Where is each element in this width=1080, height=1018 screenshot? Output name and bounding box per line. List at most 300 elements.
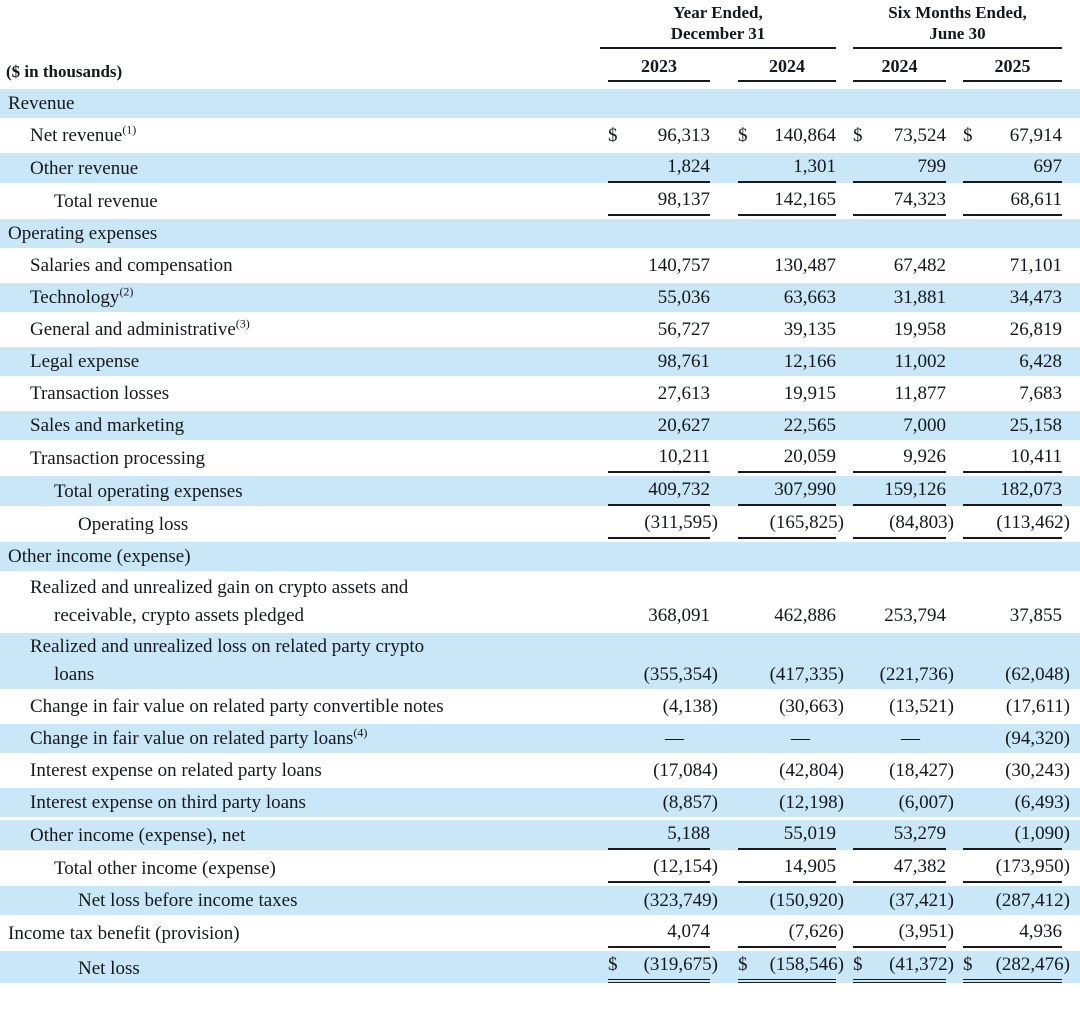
row-label: [30, 155, 600, 183]
value-box: [738, 412, 836, 440]
value: 12,166: [783, 351, 836, 372]
value-box: [608, 725, 710, 753]
group-label-line2: December 31: [670, 24, 766, 43]
value-cell: [946, 411, 1080, 443]
row-label: [30, 380, 600, 408]
value-cell: [836, 153, 946, 186]
value: 253,794: [884, 605, 946, 626]
value-cell: [946, 756, 1080, 788]
value-box: [738, 153, 836, 183]
value-cell: [600, 89, 710, 121]
value: 5,188: [667, 823, 710, 844]
value-box: [738, 951, 844, 983]
value: 409,732: [648, 479, 710, 500]
value-cell: [710, 886, 844, 918]
table-row: [0, 509, 1080, 542]
value-cell: [710, 443, 836, 476]
value: 26,819: [1009, 319, 1063, 340]
currency-symbol: $: [963, 954, 973, 975]
value: 142,165: [774, 189, 836, 210]
value-cell: [946, 853, 1080, 886]
value-cell: [710, 219, 836, 251]
value-box: [853, 509, 954, 539]
value-box: [963, 693, 1071, 721]
value-cell: [600, 186, 710, 219]
year-column-header-2024: [710, 49, 836, 89]
year-column-header-2023: [600, 49, 710, 89]
row-label-cell: [0, 89, 600, 121]
value-box: [853, 602, 946, 630]
table-row: [0, 186, 1080, 219]
table-row: [0, 251, 1080, 283]
value-box: [608, 122, 710, 150]
value: (17,611): [1005, 696, 1071, 717]
value-cell: [836, 186, 946, 219]
value-box: [963, 153, 1062, 183]
value-cell: [836, 788, 954, 820]
value-cell: [600, 476, 710, 509]
row-label-cell: [0, 283, 600, 315]
currency-symbol: $: [963, 125, 973, 146]
value-cell: [710, 121, 836, 153]
row-label-text: Legal expense: [30, 351, 140, 372]
value-box: [853, 252, 946, 280]
value: 25,158: [1009, 415, 1063, 436]
value-box: [963, 757, 1071, 785]
row-label-text: Total revenue: [54, 191, 158, 212]
value: (17,084): [653, 760, 718, 781]
value-cell: [946, 251, 1080, 283]
value: 4,936: [1019, 921, 1063, 942]
group-label-line1: Year Ended,: [673, 3, 763, 22]
row-label: [30, 284, 600, 312]
value: (37,421): [889, 890, 954, 911]
value-box: [608, 951, 718, 983]
row-label-cell: [0, 443, 600, 476]
table-row: [0, 443, 1080, 476]
value-cell: [600, 379, 710, 411]
value: 14,905: [783, 856, 836, 877]
value-box: [738, 380, 836, 408]
row-label-text: Other revenue: [30, 158, 139, 179]
value-cell: [946, 476, 1080, 509]
column-group-year-ended: [600, 2, 836, 49]
section-header-row: [0, 219, 1080, 251]
value-cell: [946, 283, 1080, 315]
row-label-cell: [0, 633, 600, 692]
value-box: [608, 186, 710, 216]
value-box: [853, 348, 946, 376]
value: 98,761: [657, 351, 710, 372]
value: 74,323: [893, 189, 946, 210]
value-cell: [946, 542, 1080, 574]
row-label: [54, 855, 600, 883]
row-label-continued: receivable, crypto assets pledged: [54, 605, 305, 626]
currency-symbol: $: [608, 954, 618, 975]
value: (84,803): [889, 512, 954, 533]
row-label-text: Sales and marketing: [30, 415, 185, 436]
value-box: [738, 853, 836, 883]
value: (287,412): [995, 890, 1071, 911]
value-box: [963, 348, 1062, 376]
value: 4,074: [667, 921, 710, 942]
row-label: [30, 757, 600, 785]
value-cell: [710, 574, 836, 633]
value-box: [853, 918, 954, 948]
value-cell: [836, 476, 946, 509]
value-cell: [836, 219, 946, 251]
value-cell: [710, 951, 844, 986]
year-header-row: [0, 49, 1080, 89]
income-statement-table: [0, 2, 1080, 986]
row-label: [30, 348, 600, 376]
value-cell: [600, 788, 718, 820]
footnote-marker: (1): [122, 122, 137, 137]
table-row: [0, 788, 1080, 820]
value-box: [853, 853, 946, 883]
table-row: [0, 153, 1080, 186]
value-cell: [836, 347, 946, 379]
row-label: [30, 789, 600, 817]
value: (319,675): [643, 954, 718, 975]
value: 96,313: [657, 125, 710, 146]
row-label: [78, 887, 600, 915]
value-cell: [946, 315, 1080, 347]
value-cell: [710, 347, 836, 379]
value: 697: [1033, 156, 1063, 177]
value-cell: [836, 756, 954, 788]
value-box: [608, 380, 710, 408]
value-cell: [600, 251, 710, 283]
value-cell: [836, 411, 946, 443]
row-label: [30, 725, 600, 753]
value: (282,476): [995, 954, 1071, 975]
column-group-label: [853, 2, 1062, 49]
value-cell: [600, 574, 710, 633]
value: (7,626): [788, 921, 844, 942]
value-box: [853, 284, 946, 312]
value: (417,335): [769, 664, 844, 685]
value-cell: [600, 918, 710, 951]
value-box: [963, 412, 1062, 440]
value: 31,881: [893, 287, 946, 308]
value: (173,950): [995, 856, 1071, 877]
header-spacer: [0, 2, 600, 49]
value-box: [853, 820, 946, 850]
section-header-row: [0, 542, 1080, 574]
value-cell: [836, 820, 946, 853]
value-box: [963, 380, 1062, 408]
value: 11,002: [894, 351, 946, 372]
value-cell: [836, 886, 954, 918]
row-label-cell: [0, 509, 600, 542]
value-box: [738, 757, 844, 785]
value: (62,048): [1005, 664, 1071, 685]
row-label-text: Net loss: [78, 958, 140, 979]
value-box: [853, 153, 946, 183]
value-cell: [836, 633, 954, 692]
row-label-cell: [0, 542, 600, 574]
value-cell: [710, 283, 836, 315]
value-box: [853, 122, 946, 150]
value-box: [608, 316, 710, 344]
value-cell: [946, 443, 1080, 476]
row-label-continued: loans: [54, 664, 95, 685]
value-box: [608, 348, 710, 376]
value-cell: [946, 153, 1080, 186]
value: 140,757: [648, 255, 710, 276]
value-box: [963, 186, 1062, 216]
value-box: [608, 412, 710, 440]
value: 34,473: [1009, 287, 1063, 308]
value: (12,154): [653, 856, 718, 877]
value: 130,487: [774, 255, 836, 276]
value: (13,521): [889, 696, 954, 717]
value-cell: [946, 633, 1080, 692]
value-box: [738, 918, 844, 948]
row-label-cell: [0, 476, 600, 509]
value: 182,073: [1000, 479, 1063, 500]
year-column-header-2025-interim: [946, 49, 1080, 89]
value-cell: [600, 542, 710, 574]
row-label: [30, 412, 600, 440]
value-cell: [946, 89, 1080, 121]
row-label: [8, 920, 600, 948]
row-label-text: Transaction processing: [30, 448, 206, 469]
row-label-cell: [0, 756, 600, 788]
value-box: [853, 476, 946, 506]
value-cell: [946, 692, 1080, 724]
table-row: [0, 886, 1080, 918]
value: (3,951): [898, 921, 954, 942]
value-box: [963, 789, 1071, 817]
value-box: [608, 153, 710, 183]
value-box: [963, 316, 1062, 344]
value-cell: [946, 121, 1080, 153]
table-row: [0, 853, 1080, 886]
table-row: [0, 379, 1080, 411]
row-label-text: General and administrative: [30, 319, 236, 340]
value: 368,091: [648, 605, 710, 626]
column-group-label: [600, 2, 836, 49]
row-label-cell: [0, 820, 600, 853]
value-box: [853, 661, 954, 689]
row-label-cell: [0, 411, 600, 443]
row-label-cell: [0, 951, 600, 986]
value-cell: [600, 121, 710, 153]
value-box: [963, 853, 1071, 883]
value-box: [963, 661, 1071, 689]
value-cell: [600, 633, 718, 692]
section-header-row: [0, 89, 1080, 121]
row-label-cell: [0, 121, 600, 153]
value: 53,279: [893, 823, 946, 844]
value-cell: [710, 509, 844, 542]
value: —: [901, 728, 920, 749]
value: 7,683: [1019, 383, 1063, 404]
value-cell: [600, 724, 710, 756]
value: (42,804): [779, 760, 844, 781]
table-row: [0, 724, 1080, 756]
value-cell: [836, 379, 946, 411]
row-label-text: Net loss before income taxes: [78, 890, 298, 911]
footnote-marker: (4): [353, 725, 368, 740]
value-box: [963, 509, 1071, 539]
value-box: [738, 789, 844, 817]
value-box: [738, 186, 836, 216]
value-cell: [710, 315, 836, 347]
value-cell: [946, 918, 1080, 951]
value-box: [963, 476, 1062, 506]
row-label-text: Salaries and compensation: [30, 255, 233, 276]
value-box: [608, 661, 718, 689]
footnote-marker: (3): [235, 316, 250, 331]
value-cell: [836, 251, 946, 283]
value-box: [608, 693, 718, 721]
value: 307,990: [774, 479, 836, 500]
value: 22,565: [783, 415, 836, 436]
value: 55,036: [657, 287, 710, 308]
value-cell: [946, 951, 1080, 986]
value-box: [853, 380, 946, 408]
value: 20,059: [783, 446, 836, 467]
value-cell: [710, 251, 836, 283]
value-box: [608, 476, 710, 506]
value-box: [738, 693, 844, 721]
row-label: [8, 543, 600, 571]
value-box: [853, 412, 946, 440]
footnote-marker: (2): [119, 284, 134, 299]
value: (323,749): [643, 890, 718, 911]
value-box: [608, 509, 718, 539]
table-row: [0, 315, 1080, 347]
row-label: [30, 633, 600, 661]
value: 6,428: [1019, 351, 1063, 372]
value: 73,524: [893, 125, 946, 146]
value-cell: [710, 756, 844, 788]
group-label-line1: Six Months Ended,: [888, 3, 1027, 22]
year-label: 2024: [853, 49, 946, 82]
row-label-text: Interest expense on third party loans: [30, 792, 306, 813]
value-cell: [836, 509, 954, 542]
value: (6,493): [1014, 792, 1071, 813]
value-cell: [836, 443, 946, 476]
row-label: [30, 122, 600, 150]
value: 98,137: [657, 189, 710, 210]
value-box: [853, 951, 954, 983]
row-label-cell: [0, 219, 600, 251]
value-cell: [946, 379, 1080, 411]
year-label: 2024: [738, 49, 836, 82]
table-row: [0, 574, 1080, 633]
value-cell: [836, 315, 946, 347]
value: 55,019: [783, 823, 836, 844]
value-box: [608, 918, 710, 948]
value-box: [853, 887, 954, 915]
row-label-text: Operating loss: [78, 514, 189, 535]
value: (113,462): [996, 512, 1071, 533]
row-label: [54, 188, 600, 216]
value-cell: [836, 853, 946, 886]
row-label-text: Operating expenses: [8, 223, 158, 244]
value-cell: [946, 219, 1080, 251]
value-cell: [710, 820, 836, 853]
value-cell: [710, 411, 836, 443]
value: 19,915: [783, 383, 836, 404]
row-label: [30, 574, 600, 602]
value-cell: [600, 853, 718, 886]
table-row: [0, 283, 1080, 315]
value: (4,138): [662, 696, 718, 717]
value: (41,372): [889, 954, 954, 975]
value-cell: [710, 476, 836, 509]
table-row: [0, 951, 1080, 986]
row-label-text: Income tax benefit (provision): [8, 923, 240, 944]
row-label-text: Change in fair value on related party loans: [30, 728, 354, 749]
value-cell: [600, 347, 710, 379]
row-label: [54, 478, 600, 506]
value-cell: [710, 153, 836, 186]
value-box: [738, 348, 836, 376]
table-row: [0, 121, 1080, 153]
row-label-text: Total other income (expense): [54, 858, 276, 879]
value-box: [608, 887, 718, 915]
row-label-cell: [0, 692, 600, 724]
value-box: [963, 918, 1062, 948]
row-label-cell: [0, 724, 600, 756]
row-label: [30, 693, 600, 721]
value-cell: [600, 411, 710, 443]
value-box: [608, 443, 710, 473]
year-label: 2025: [963, 49, 1062, 82]
value-cell: [946, 886, 1080, 918]
value: —: [791, 728, 810, 749]
value-cell: [600, 951, 718, 986]
value-box: [963, 602, 1062, 630]
value-cell: [946, 186, 1080, 219]
value-box: [963, 443, 1062, 473]
value-cell: [946, 788, 1080, 820]
value: 799: [917, 156, 946, 177]
value-cell: [946, 724, 1080, 756]
value-cell: [836, 692, 954, 724]
value: 68,611: [1010, 189, 1063, 210]
row-label: [30, 822, 600, 850]
value-box: [608, 757, 718, 785]
value-box: [738, 820, 836, 850]
value: 67,482: [893, 255, 946, 276]
row-label-cell: [0, 379, 600, 411]
row-label: [8, 220, 600, 248]
value-box: [963, 122, 1062, 150]
value-cell: [600, 283, 710, 315]
value-box: [963, 820, 1071, 850]
row-label-cell: [0, 251, 600, 283]
currency-symbol: $: [738, 954, 748, 975]
value-box: [738, 252, 836, 280]
table-row: [0, 633, 1080, 692]
value: 39,135: [783, 319, 836, 340]
year-label: 2023: [608, 49, 710, 82]
value-cell: [600, 219, 710, 251]
value-box: [738, 284, 836, 312]
row-label-cell: [0, 918, 600, 951]
value-cell: [946, 509, 1080, 542]
value: 67,914: [1009, 125, 1063, 146]
value-box: [738, 443, 836, 473]
table-row: [0, 476, 1080, 509]
value: 1,824: [667, 156, 710, 177]
